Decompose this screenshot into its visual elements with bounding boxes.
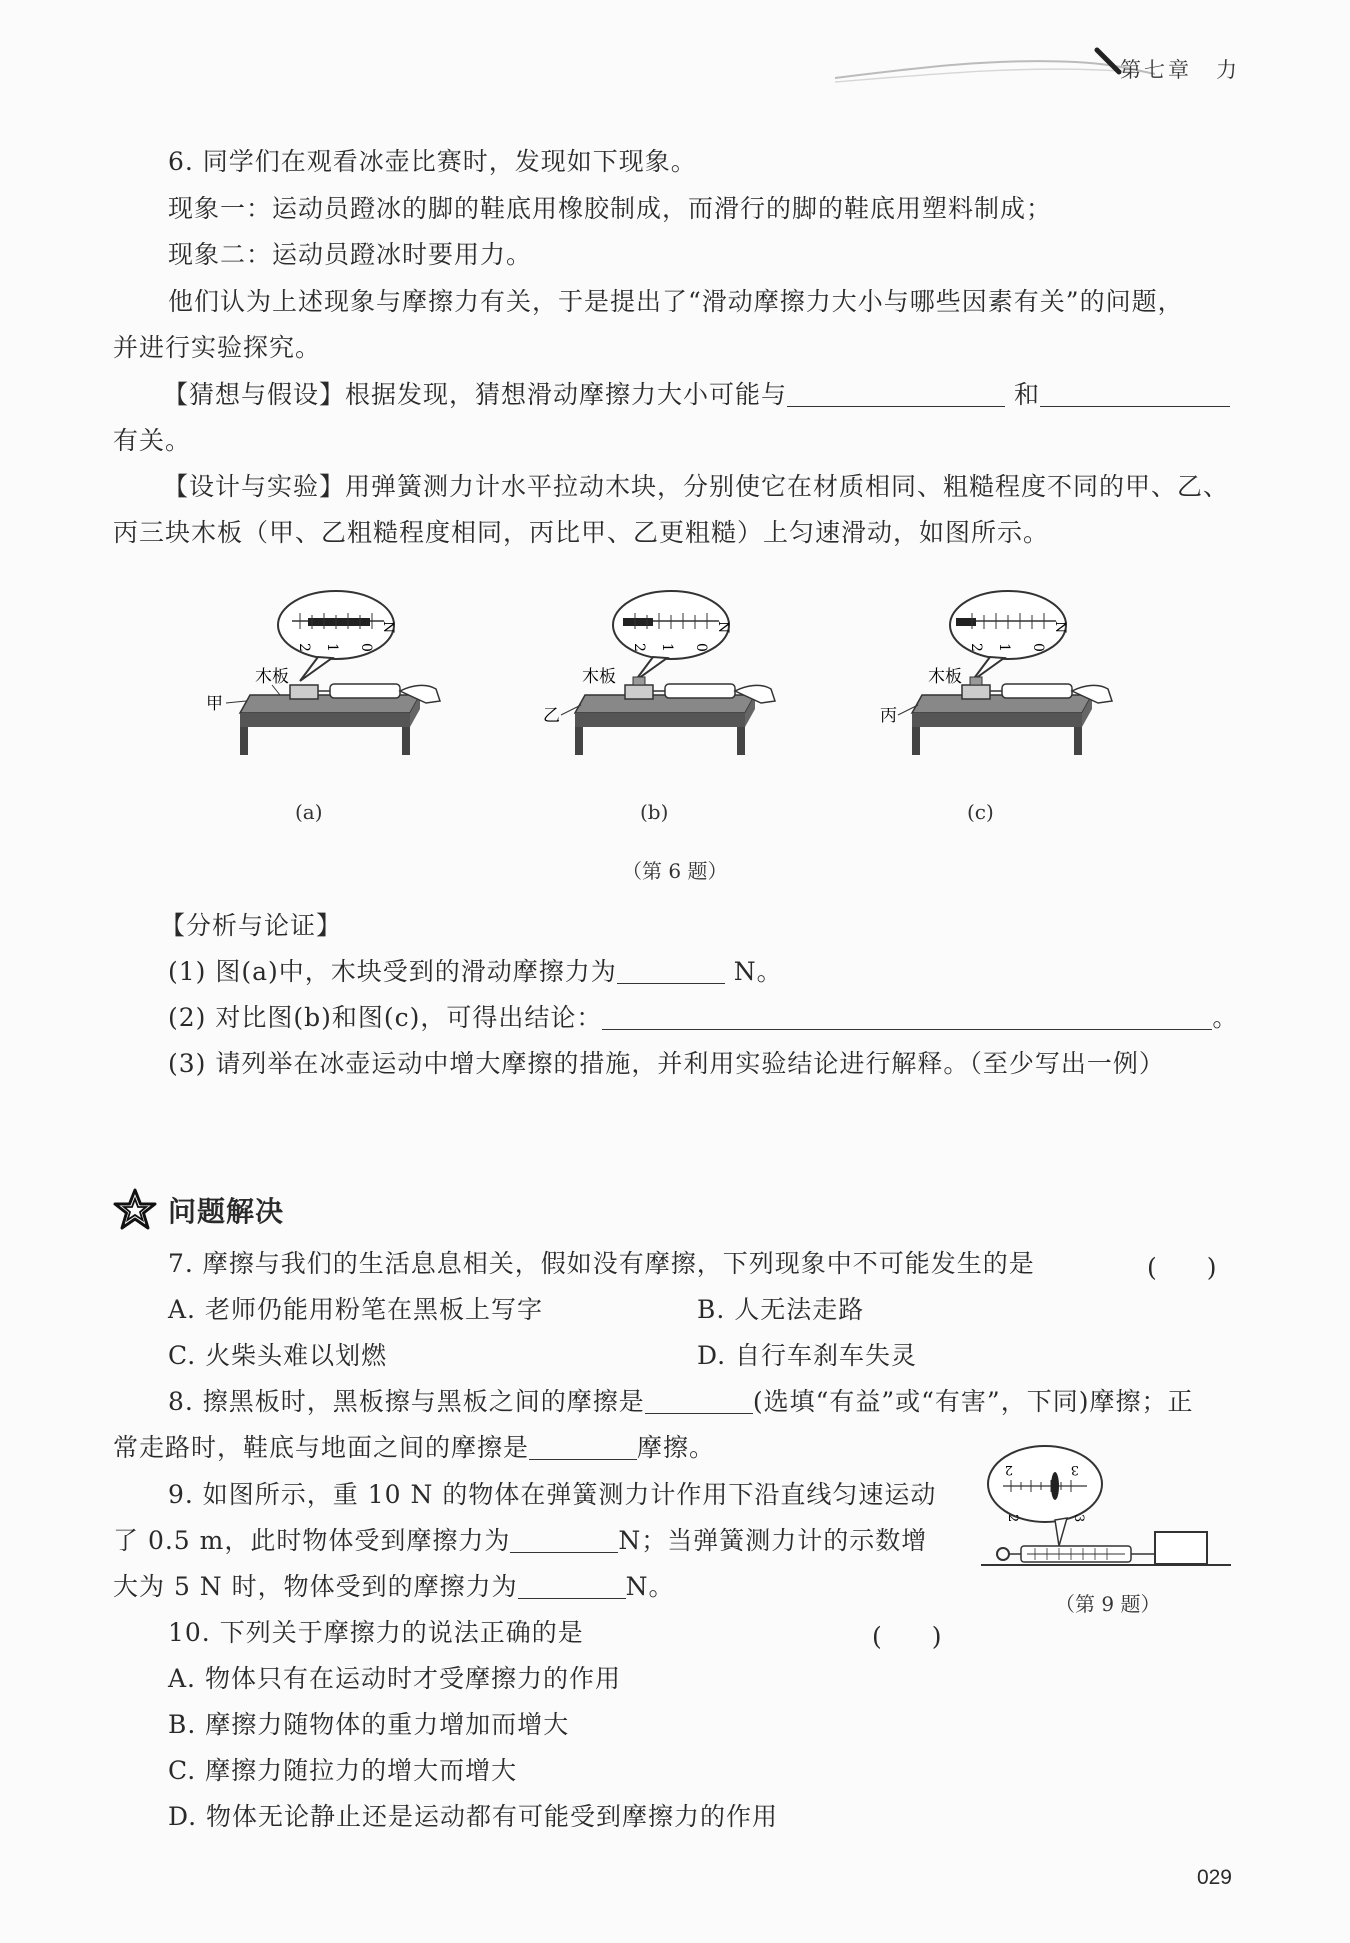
- answer-blank-friction-a[interactable]: [617, 955, 725, 984]
- q6-paragraph-line2: 并进行实验探究。: [113, 333, 322, 362]
- figure-c-spring-scale-setup: [872, 585, 1152, 780]
- figure-a-spring-scale-setup: [200, 585, 480, 780]
- q10-answer-bracket[interactable]: ( ): [872, 1622, 942, 1651]
- page-number: 029: [1196, 1866, 1232, 1889]
- q7-stem: 7. 摩擦与我们的生活息息相关，假如没有摩擦，下列现象中不可能发生的是: [168, 1249, 1035, 1278]
- analysis-heading: 【分析与论证】: [160, 911, 343, 940]
- board-label: 木板: [255, 667, 289, 687]
- q6-intro: 6. 同学们在观看冰壶比赛时，发现如下现象。: [168, 147, 697, 176]
- q7-option-d[interactable]: D. 自行车刹车失灵: [697, 1341, 918, 1370]
- figure-9-spring-scale-block: [975, 1442, 1235, 1572]
- figure-b-spring-scale-setup: [535, 585, 815, 780]
- q6-paragraph-line1: 他们认为上述现象与摩擦力有关，于是提出了“滑动摩擦力大小与哪些因素有关”的问题，: [168, 287, 1184, 316]
- tick-label: N: [1052, 621, 1068, 634]
- answer-blank-q8-2[interactable]: [529, 1431, 637, 1460]
- q6-design-line2: 丙三块木板（甲、乙粗糙程度相同，丙比甲、乙更粗糙）上匀速滑动，如图所示。: [113, 518, 1050, 547]
- q9-line3: [113, 1569, 675, 1605]
- q8-text-4: 摩擦。: [637, 1433, 716, 1462]
- q7-option-c[interactable]: C. 火柴头难以划燃: [168, 1341, 388, 1370]
- unit-newton: N。: [733, 957, 783, 986]
- tick-label: 2: [1004, 1462, 1013, 1477]
- tick-label: 3: [1070, 1462, 1079, 1477]
- q9-text-4: N。: [625, 1572, 675, 1601]
- q6-design-line1: 【设计与实验】用弹簧测力计水平拉动木块，分别使它在材质相同、粗糙程度不同的甲、乙、: [163, 472, 1230, 501]
- figure-c-caption: (c): [967, 800, 994, 824]
- tick-label: 1: [659, 643, 675, 652]
- figure-9-caption: （第 9 题）: [1055, 1592, 1161, 1616]
- q7-option-b[interactable]: B. 人无法走路: [697, 1295, 865, 1324]
- hypothesis-and: 和: [1013, 380, 1040, 409]
- q9-line1: 9. 如图所示，重 10 N 的物体在弹簧测力计作用下沿直线匀速运动: [168, 1480, 937, 1509]
- q9-text-1: 了 0.5 m，此时物体受到摩擦力为: [113, 1526, 511, 1555]
- figure-6-caption: （第 6 题）: [622, 859, 728, 883]
- answer-blank-q9-2[interactable]: [518, 1570, 626, 1599]
- chapter-title: 第七章 力: [1120, 58, 1240, 82]
- q8-text-3: 常走路时，鞋底与地面之间的摩擦是: [113, 1433, 530, 1462]
- tick-label: 0: [693, 643, 709, 652]
- q9-line2: [113, 1523, 927, 1559]
- answer-blank-q8-1[interactable]: [645, 1385, 753, 1414]
- tick-label: 2: [1005, 1514, 1020, 1523]
- q9-text-3: 大为 5 N 时，物体受到的摩擦力为: [113, 1572, 518, 1601]
- q8-text-2: (选填“有益”或“有害”，下同)摩擦；正: [752, 1387, 1194, 1416]
- section-title: 问题解决: [168, 1195, 285, 1228]
- tick-label: 0: [1030, 643, 1046, 652]
- q6-hypothesis-line2: 有关。: [113, 426, 192, 455]
- tick-label: 2: [631, 643, 647, 652]
- answer-blank-factor-1[interactable]: [787, 378, 1005, 407]
- answer-blank-conclusion[interactable]: [602, 1001, 1212, 1030]
- figure-b-caption: (b): [640, 800, 669, 824]
- analysis-item-3: (3) 请列举在冰壶运动中增大摩擦的措施，并利用实验结论进行解释。（至少写出一例）: [168, 1049, 1165, 1078]
- q10-option-d[interactable]: D. 物体无论静止还是运动都有可能受到摩擦力的作用: [168, 1802, 779, 1831]
- analysis-item-2-text: (2) 对比图(b)和图(c)，可得出结论：: [168, 1003, 603, 1032]
- analysis-item-1: [168, 954, 783, 990]
- q9-text-2: N；当弹簧测力计的示数增: [618, 1526, 928, 1555]
- star-icon: [113, 1188, 157, 1232]
- q10-option-c[interactable]: C. 摩擦力随拉力的增大而增大: [168, 1756, 518, 1785]
- q10-stem: 10. 下列关于摩擦力的说法正确的是: [168, 1618, 584, 1647]
- tick-label: 1: [996, 643, 1012, 652]
- tick-label: 1: [324, 643, 340, 652]
- q8-line2: [113, 1430, 715, 1466]
- tick-label: 3: [1071, 1514, 1086, 1523]
- q7-answer-bracket[interactable]: ( ): [1147, 1253, 1217, 1282]
- answer-blank-factor-2[interactable]: [1040, 378, 1230, 407]
- q7-option-a[interactable]: A. 老师仍能用粉笔在黑板上写字: [168, 1295, 543, 1324]
- q10-option-b[interactable]: B. 摩擦力随物体的重力增加而增大: [168, 1710, 570, 1739]
- q6-phenomenon-2: 现象二：运动员蹬冰时要用力。: [168, 240, 533, 269]
- tick-label: 2: [296, 643, 312, 652]
- board-label-yi: 乙: [543, 706, 560, 726]
- answer-blank-q9-1[interactable]: [510, 1524, 618, 1553]
- period: 。: [1212, 1003, 1239, 1032]
- tick-label: N: [380, 621, 396, 634]
- q8-line1: [168, 1384, 1193, 1420]
- board-label-jia: 甲: [206, 694, 223, 714]
- section-header: [113, 1188, 285, 1232]
- tick-label: N: [715, 621, 731, 634]
- q6-hypothesis-line1: [163, 377, 1230, 413]
- board-label: 木板: [928, 667, 962, 687]
- q8-text-1: 8. 擦黑板时，黑板擦与黑板之间的摩擦是: [168, 1387, 645, 1416]
- tick-label: 0: [358, 643, 374, 652]
- hypothesis-text: 【猜想与假设】根据发现，猜想滑动摩擦力大小可能与: [163, 380, 788, 409]
- tick-label: 2: [968, 643, 984, 652]
- q6-phenomenon-1: 现象一：运动员蹬冰的脚的鞋底用橡胶制成，而滑行的脚的鞋底用塑料制成；: [168, 194, 1053, 223]
- figure-a-caption: (a): [295, 800, 323, 824]
- analysis-item-1-text: (1) 图(a)中，木块受到的滑动摩擦力为: [168, 957, 617, 986]
- q10-option-a[interactable]: A. 物体只有在运动时才受摩擦力的作用: [168, 1664, 621, 1693]
- board-label: 木板: [582, 667, 616, 687]
- board-label-bing: 丙: [880, 706, 897, 726]
- analysis-item-2: [168, 1000, 1238, 1036]
